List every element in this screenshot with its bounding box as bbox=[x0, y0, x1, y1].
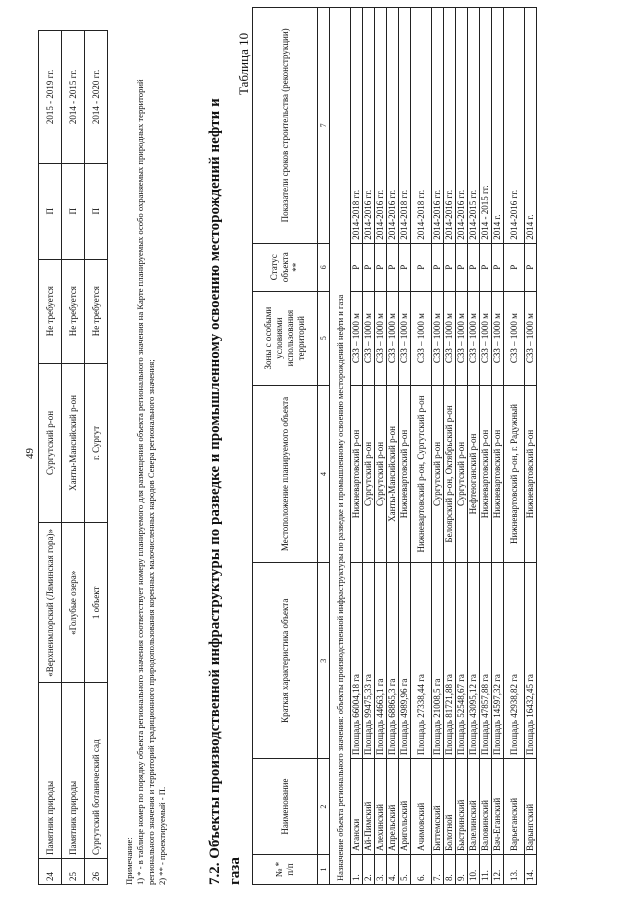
cell-period: 2014-2018 гг. bbox=[351, 8, 363, 244]
cell-name: Аригольский bbox=[399, 759, 411, 855]
cell-location: Нижневартовский р-он bbox=[492, 385, 504, 563]
cell-period: 2014 - 2015 гг. bbox=[62, 31, 85, 164]
cell-location: Ханты-Мансийский р-он bbox=[62, 363, 85, 523]
cell-zone: СЗЗ – 1000 м bbox=[444, 291, 456, 385]
cell-location: Нижневартовский р-он bbox=[351, 385, 363, 563]
table-label: Таблица 10 bbox=[236, 32, 251, 95]
cell-location: Нижневартовский р-он, Сургутский р-он bbox=[411, 385, 432, 563]
table-row bbox=[85, 31, 108, 885]
cell-period: 2014 г. bbox=[525, 8, 537, 244]
cell-name: Биттемский bbox=[432, 759, 444, 855]
cell-num: 10. bbox=[468, 855, 480, 885]
table-row bbox=[351, 8, 363, 885]
table-row bbox=[456, 8, 468, 885]
col-number: 5 bbox=[318, 291, 330, 385]
cell-desc: Площадь 81721,88 га bbox=[444, 563, 456, 759]
header-location: Местоположение планируемого объекта bbox=[253, 385, 318, 563]
cell-num: 14. bbox=[525, 855, 537, 885]
cell-status: Р bbox=[525, 243, 537, 291]
section-heading: 7.2. Объекты производственной инфраструктуры по разведке и промышленному освоению месторождений нефти и газа bbox=[207, 98, 243, 885]
cell-desc: Площадь 43095,12 га bbox=[468, 563, 480, 759]
cell-desc: Площадь 99475,33 га bbox=[363, 563, 375, 759]
cell-num: 3. bbox=[375, 855, 387, 885]
cell-status: Р bbox=[375, 243, 387, 291]
header-desc: Краткая характеристика объекта bbox=[253, 563, 318, 759]
cell-num: 7. bbox=[432, 855, 444, 885]
cell-num: 11. bbox=[480, 855, 492, 885]
cell-location: Сургутский р-он bbox=[456, 385, 468, 563]
cell-location: Нижневартовский р-он bbox=[399, 385, 411, 563]
cell-num: 5. bbox=[399, 855, 411, 885]
cell-type: Памятник природы bbox=[39, 683, 62, 859]
table-row bbox=[432, 8, 444, 885]
cell-period: 2014-2016 гг. bbox=[363, 8, 375, 244]
cell-name: Вач-Еганский bbox=[492, 759, 504, 855]
cell-location: Нижневартовский р-он bbox=[525, 385, 537, 563]
cell-num: 1. bbox=[351, 855, 363, 885]
cell-name: Алехинский bbox=[375, 759, 387, 855]
cell-status: Р bbox=[411, 243, 432, 291]
table-row bbox=[387, 8, 399, 885]
cell-status: Р bbox=[492, 243, 504, 291]
cell-status: П bbox=[39, 163, 62, 259]
cell-name: Болотной bbox=[444, 759, 456, 855]
cell-zone: СЗЗ – 1000 м bbox=[363, 291, 375, 385]
cell-location: Сургутский р-он bbox=[39, 363, 62, 523]
cell-period: 2014 - 2020 гг. bbox=[85, 31, 108, 164]
cell-period: 2014-2018 гг. bbox=[411, 8, 432, 244]
section-row bbox=[330, 8, 351, 885]
cell-period: 2014 - 2015 гг. bbox=[480, 8, 492, 244]
section-title: Назначение объекта регионального значения: объекты производственной инфраструктуры по разведке и промышленному освоению месторождений нефти и газа bbox=[330, 8, 351, 885]
cell-desc: Площадь 52548,67 га bbox=[456, 563, 468, 759]
cell-name: Агански bbox=[351, 759, 363, 855]
cell-location: Сургутский р-он bbox=[432, 385, 444, 563]
cell-location: г. Сургут bbox=[85, 363, 108, 523]
cell-period: 2014-2016 гг. bbox=[375, 8, 387, 244]
cell-status: Р bbox=[432, 243, 444, 291]
table-row bbox=[504, 8, 525, 885]
cell-num: 25 bbox=[62, 859, 85, 885]
cell-name: Варынгский bbox=[525, 759, 537, 855]
cell-status: Р bbox=[363, 243, 375, 291]
cell-num: 6. bbox=[411, 855, 432, 885]
header-zones: Зоны с особыми условиями использования территорий bbox=[253, 291, 318, 385]
cell-desc: Площадь 68865,3 га bbox=[387, 563, 399, 759]
cell-location: Нефтеюганский р-он bbox=[468, 385, 480, 563]
cell-zone: СЗЗ – 1000 м bbox=[492, 291, 504, 385]
cell-num: 4. bbox=[387, 855, 399, 885]
cell-desc: Площадь 47857,88 га bbox=[480, 563, 492, 759]
table-row bbox=[480, 8, 492, 885]
cell-zone: СЗЗ – 1000 м bbox=[411, 291, 432, 385]
cell-zone: СЗЗ – 1000 м bbox=[480, 291, 492, 385]
cell-desc: Площадь 44663,1 га bbox=[375, 563, 387, 759]
cell-zone: СЗЗ – 1000 м bbox=[387, 291, 399, 385]
header-num: № * п/п bbox=[253, 855, 318, 885]
column-numbers-row bbox=[318, 8, 330, 885]
notes-line-2: 2) ** - проектируемый - П. bbox=[157, 786, 167, 885]
cell-name: Апрельский bbox=[387, 759, 399, 855]
cell-period: 2014-2016 гг. bbox=[444, 8, 456, 244]
table-row bbox=[492, 8, 504, 885]
cell-zone: СЗЗ – 1000 м bbox=[351, 291, 363, 385]
cell-period: 2015 - 2019 гг. bbox=[39, 31, 62, 164]
cell-status: Р bbox=[444, 243, 456, 291]
cell-type: Сургутский ботанический сад bbox=[85, 683, 108, 859]
cell-location: Нижневартовский р-он, г. Радужный bbox=[504, 385, 525, 563]
cell-zone: СЗЗ – 1000 м bbox=[504, 291, 525, 385]
previous-table bbox=[38, 30, 108, 885]
header-status: Статус объекта ** bbox=[253, 243, 318, 291]
header-period: Показатели сроков строительства (реконструкции) bbox=[253, 8, 318, 244]
cell-desc: Площадь 16432,45 га bbox=[525, 563, 537, 759]
cell-status: П bbox=[85, 163, 108, 259]
cell-name: «Голубые озера» bbox=[62, 523, 85, 683]
cell-desc: Площадь 14597,32 га bbox=[492, 563, 504, 759]
cell-zone: СЗЗ – 1000 м bbox=[375, 291, 387, 385]
cell-status: Р bbox=[480, 243, 492, 291]
cell-status: Р bbox=[504, 243, 525, 291]
table-row bbox=[39, 31, 62, 885]
cell-name: Ай-Пимский bbox=[363, 759, 375, 855]
cell-num: 13. bbox=[504, 855, 525, 885]
cell-status: Р bbox=[387, 243, 399, 291]
cell-name: Валовинский bbox=[480, 759, 492, 855]
page-number: 49 bbox=[24, 448, 36, 459]
table-row bbox=[363, 8, 375, 885]
col-number: 2 bbox=[318, 759, 330, 855]
table-row bbox=[375, 8, 387, 885]
cell-num: 9. bbox=[456, 855, 468, 885]
cell-zone: СЗЗ – 1000 м bbox=[399, 291, 411, 385]
col-number: 3 bbox=[318, 563, 330, 759]
table-row bbox=[62, 31, 85, 885]
cell-status: Р bbox=[456, 243, 468, 291]
table-row bbox=[468, 8, 480, 885]
cell-location: Белоярский р-он, Октябрьский р-он bbox=[444, 385, 456, 563]
table-row bbox=[525, 8, 537, 885]
cell-period: 2014 г. bbox=[492, 8, 504, 244]
cell-desc: Площадь 27338,44 га bbox=[411, 563, 432, 759]
cell-zone: СЗЗ – 1000 м bbox=[432, 291, 444, 385]
cell-name: Валелинский bbox=[468, 759, 480, 855]
col-number: 1 bbox=[318, 855, 330, 885]
cell-period: 2014-2016 гг. bbox=[504, 8, 525, 244]
cell-period: 2014-2018 гг. bbox=[399, 8, 411, 244]
main-table bbox=[252, 7, 537, 885]
cell-location: Нижневартовский р-он bbox=[480, 385, 492, 563]
cell-num: 8. bbox=[444, 855, 456, 885]
cell-desc: Площадь 42938,82 га bbox=[504, 563, 525, 759]
cell-period: 2014-2016 гг. bbox=[432, 8, 444, 244]
cell-zones: Не требуется bbox=[85, 259, 108, 363]
cell-period: 2014-2016 гг. bbox=[387, 8, 399, 244]
cell-num: 24 bbox=[39, 859, 62, 885]
col-number: 6 bbox=[318, 243, 330, 291]
table-body bbox=[351, 8, 537, 885]
cell-num: 12. bbox=[492, 855, 504, 885]
cell-period: 2014-2016 гг. bbox=[456, 8, 468, 244]
cell-status: П bbox=[62, 163, 85, 259]
cell-desc: Площадь 21008,5 га bbox=[432, 563, 444, 759]
cell-name: Варьеганский bbox=[504, 759, 525, 855]
cell-num: 2. bbox=[363, 855, 375, 885]
cell-zones: Не требуется bbox=[39, 259, 62, 363]
cell-status: Р bbox=[468, 243, 480, 291]
cell-zones: Не требуется bbox=[62, 259, 85, 363]
cell-status: Р bbox=[399, 243, 411, 291]
table-row bbox=[411, 8, 432, 885]
cell-status: Р bbox=[351, 243, 363, 291]
cell-type: Памятник природы bbox=[62, 683, 85, 859]
notes bbox=[124, 25, 168, 885]
notes-title: Примечание: bbox=[124, 837, 134, 885]
notes-line-1: 1) * - в таблице номер по порядку объекта регионального значения соответствует номеру планируемого для размещения объекта регионального значения на Карте планируемых особо охраняемых природных территорий регионального значения и территорий традиционного природопользования коренных малочисленных народов Севера регионального значения; bbox=[135, 79, 156, 885]
cell-location: Сургутский р-он bbox=[375, 385, 387, 563]
cell-num: 26 bbox=[85, 859, 108, 885]
cell-zone: СЗЗ – 1000 м bbox=[456, 291, 468, 385]
cell-desc: Площадь 66004,18 га bbox=[351, 563, 363, 759]
cell-name: Быстринский bbox=[456, 759, 468, 855]
table-row bbox=[444, 8, 456, 885]
cell-name: Ачимовский bbox=[411, 759, 432, 855]
cell-desc: Площадь 4989,96 га bbox=[399, 563, 411, 759]
cell-period: 2014-2015 гг. bbox=[468, 8, 480, 244]
table-row bbox=[399, 8, 411, 885]
cell-zone: СЗЗ – 1000 м bbox=[525, 291, 537, 385]
col-number: 7 bbox=[318, 8, 330, 244]
cell-location: Ханты-Мансийский р-он bbox=[387, 385, 399, 563]
col-number: 4 bbox=[318, 385, 330, 563]
cell-name: 1 объект bbox=[85, 523, 108, 683]
cell-location: Сургутский р-он bbox=[363, 385, 375, 563]
cell-name: «Верхнеимлорский (Ляминская гора)» bbox=[39, 523, 62, 683]
header-row bbox=[253, 8, 318, 885]
header-name: Наименование bbox=[253, 759, 318, 855]
cell-zone: СЗЗ – 1000 м bbox=[468, 291, 480, 385]
